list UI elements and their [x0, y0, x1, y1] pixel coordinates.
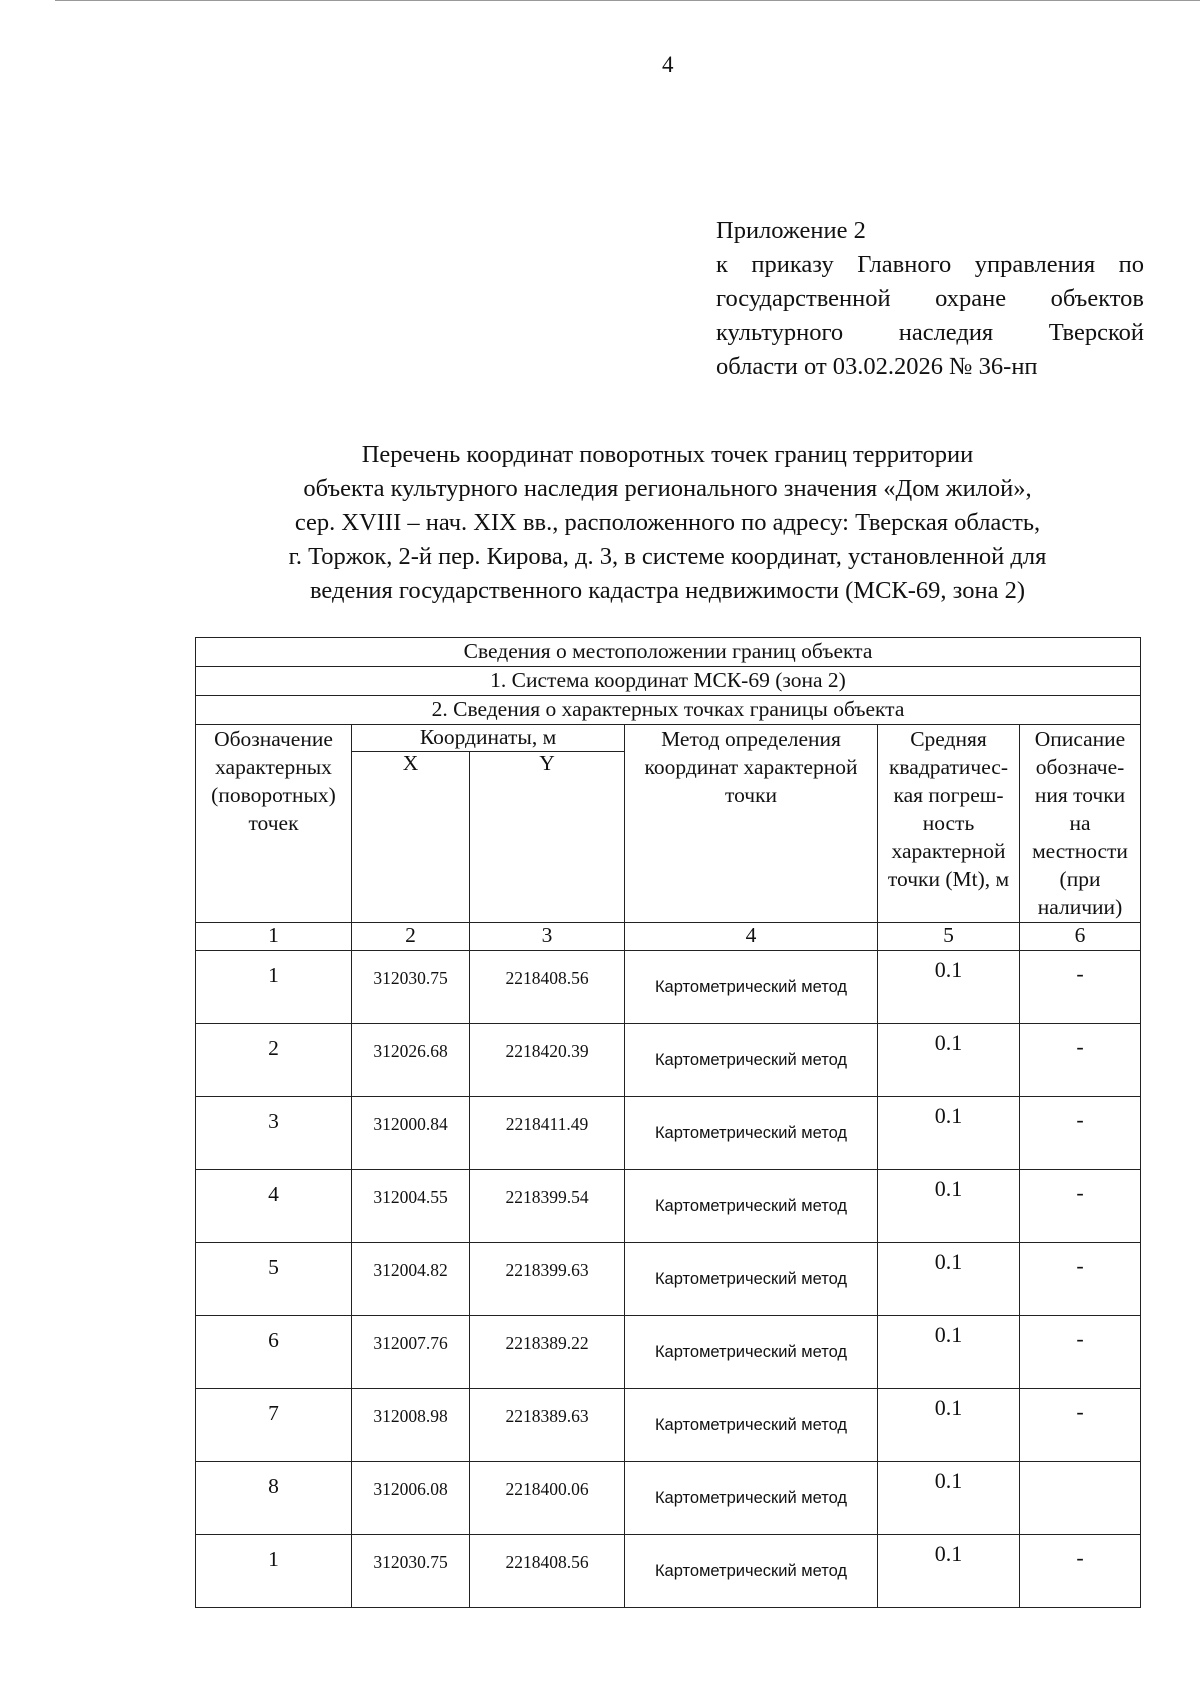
title-line: сер. XVIII – нач. XIX вв., расположенного по адресу: Тверская область, — [294, 509, 1041, 536]
coord-y: 2218411.49 — [470, 1097, 625, 1170]
table-row — [196, 1462, 1141, 1535]
coord-x: 312030.75 — [352, 951, 470, 1024]
table-row — [196, 1024, 1141, 1097]
point-number: 1 — [196, 1535, 352, 1608]
description: - — [1020, 1316, 1141, 1389]
col-header-x: X — [352, 752, 470, 923]
point-number: 3 — [196, 1097, 352, 1170]
method: Картометрический метод — [625, 1462, 878, 1535]
coord-x: 312008.98 — [352, 1389, 470, 1462]
coordinate-system: 1. Система координат МСК-69 (зона 2) — [196, 667, 1141, 696]
description: - — [1020, 1535, 1141, 1608]
method: Картометрический метод — [625, 1097, 878, 1170]
description: - — [1020, 1097, 1141, 1170]
annex-line: культурного наследия Тверской — [716, 319, 1144, 346]
point-number: 4 — [196, 1170, 352, 1243]
title-line: Перечень координат поворотных точек границ территории — [361, 441, 974, 468]
method: Картометрический метод — [625, 1535, 878, 1608]
point-number: 5 — [196, 1243, 352, 1316]
method: Картометрический метод — [625, 1389, 878, 1462]
table-row — [196, 1097, 1141, 1170]
column-number: 1 — [196, 923, 352, 951]
accuracy: 0.1 — [878, 1316, 1020, 1389]
annex-line: области от 03.02.2026 № 36-нп — [716, 353, 1038, 380]
description: - — [1020, 951, 1141, 1024]
table-row — [196, 951, 1141, 1024]
col-header-description: Описание обозначе- ния точки на местности (при наличии) — [1020, 725, 1141, 923]
point-number: 6 — [196, 1316, 352, 1389]
annex-line: государственной охране объектов — [716, 285, 1144, 312]
coord-y: 2218389.63 — [470, 1389, 625, 1462]
accuracy: 0.1 — [878, 1170, 1020, 1243]
description: - — [1020, 1170, 1141, 1243]
section-heading: 2. Сведения о характерных точках границы объекта — [196, 696, 1141, 725]
method: Картометрический метод — [625, 1243, 878, 1316]
table-row — [196, 1316, 1141, 1389]
page-number: 4 — [662, 52, 674, 77]
table-row — [196, 1243, 1141, 1316]
point-number: 2 — [196, 1024, 352, 1097]
accuracy: 0.1 — [878, 1535, 1020, 1608]
table-row — [196, 1535, 1141, 1608]
accuracy: 0.1 — [878, 1389, 1020, 1462]
table-row — [196, 1170, 1141, 1243]
coord-y: 2218389.22 — [470, 1316, 625, 1389]
coord-x: 312007.76 — [352, 1316, 470, 1389]
coordinates-table — [195, 637, 1141, 1608]
coord-x: 312026.68 — [352, 1024, 470, 1097]
annex-line: к приказу Главного управления по — [716, 251, 1144, 278]
description: - — [1020, 1389, 1141, 1462]
column-number: 3 — [470, 923, 625, 951]
coord-y: 2218399.63 — [470, 1243, 625, 1316]
table-row — [196, 1389, 1141, 1462]
column-number: 4 — [625, 923, 878, 951]
annex-block — [716, 214, 1144, 384]
title-line: г. Торжок, 2-й пер. Кирова, д. 3, в системе координат, установленной для — [288, 543, 1047, 570]
col-header-y: Y — [470, 752, 625, 923]
point-number: 8 — [196, 1462, 352, 1535]
coord-y: 2218408.56 — [470, 1535, 625, 1608]
col-header-coordinates: Координаты, м — [352, 725, 625, 752]
description: - — [1020, 1243, 1141, 1316]
accuracy: 0.1 — [878, 1024, 1020, 1097]
point-number: 7 — [196, 1389, 352, 1462]
page-top-border — [55, 0, 1200, 1]
coord-x: 312006.08 — [352, 1462, 470, 1535]
column-number: 6 — [1020, 923, 1141, 951]
coord-y: 2218399.54 — [470, 1170, 625, 1243]
title-line: ведения государственного кадастра недвижимости (МСК-69, зона 2) — [310, 577, 1025, 604]
accuracy: 0.1 — [878, 1462, 1020, 1535]
title-line: объекта культурного наследия регионального значения «Дом жилой», — [303, 475, 1032, 502]
description: - — [1020, 1024, 1141, 1097]
column-number: 5 — [878, 923, 1020, 951]
method: Картометрический метод — [625, 951, 878, 1024]
coord-y: 2218400.06 — [470, 1462, 625, 1535]
col-header-designation: Обозначение характерных (поворотных) точек — [196, 725, 352, 923]
table-heading: Сведения о местоположении границ объекта — [196, 638, 1141, 667]
method: Картометрический метод — [625, 1170, 878, 1243]
point-number: 1 — [196, 951, 352, 1024]
col-header-method: Метод определения координат характерной точки — [625, 725, 878, 923]
column-number: 2 — [352, 923, 470, 951]
accuracy: 0.1 — [878, 1243, 1020, 1316]
accuracy: 0.1 — [878, 951, 1020, 1024]
coord-y: 2218420.39 — [470, 1024, 625, 1097]
accuracy: 0.1 — [878, 1097, 1020, 1170]
coord-x: 312030.75 — [352, 1535, 470, 1608]
document-title — [200, 438, 1135, 608]
coord-x: 312000.84 — [352, 1097, 470, 1170]
coord-y: 2218408.56 — [470, 951, 625, 1024]
coord-x: 312004.82 — [352, 1243, 470, 1316]
col-header-accuracy: Средняя квадратичес- кая погреш- ность характерной точки (Mt), м — [878, 725, 1020, 923]
description — [1020, 1462, 1141, 1535]
annex-line: Приложение 2 — [716, 217, 866, 244]
method: Картометрический метод — [625, 1316, 878, 1389]
coord-x: 312004.55 — [352, 1170, 470, 1243]
method: Картометрический метод — [625, 1024, 878, 1097]
